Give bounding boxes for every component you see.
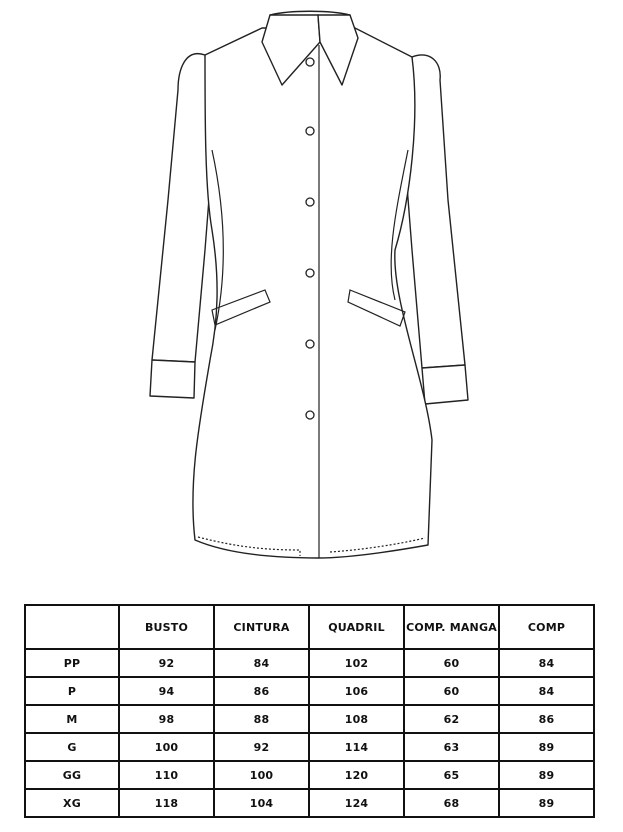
table-cell: 60 [404,649,499,677]
table-cell: 98 [119,705,214,733]
table-cell: 68 [404,789,499,817]
size-label: P [25,677,119,705]
table-row [25,705,594,733]
table-cell: 110 [119,761,214,789]
table-cell: 120 [309,761,404,789]
table-cell: 102 [309,649,404,677]
table-cell: 84 [499,677,594,705]
table-row [25,649,594,677]
table-cell: 84 [499,649,594,677]
button [306,58,314,66]
table-cell: 106 [309,677,404,705]
table-cell: 84 [214,649,309,677]
size-label: GG [25,761,119,789]
table-cell: 124 [309,789,404,817]
size-label: M [25,705,119,733]
table-row [25,677,594,705]
button [306,411,314,419]
header-comp: COMP [499,605,594,649]
table-cell: 114 [309,733,404,761]
table-cell: 92 [119,649,214,677]
table-cell: 94 [119,677,214,705]
table-cell: 62 [404,705,499,733]
right-cuff [422,365,468,404]
button [306,127,314,135]
table-cell: 86 [499,705,594,733]
table-cell: 89 [499,761,594,789]
table-cell: 92 [214,733,309,761]
table-cell: 65 [404,761,499,789]
header-busto: BUSTO [119,605,214,649]
table-header-row [25,605,594,649]
table-row [25,733,594,761]
table-row [25,761,594,789]
table-cell: 118 [119,789,214,817]
table-cell: 89 [499,733,594,761]
table-row [25,789,594,817]
header-cintura: CINTURA [214,605,309,649]
table-cell: 100 [214,761,309,789]
header-corner [25,605,119,649]
table-cell: 89 [499,789,594,817]
table-cell: 100 [119,733,214,761]
dress-body [193,28,432,558]
size-label: PP [25,649,119,677]
table-cell: 104 [214,789,309,817]
table-cell: 63 [404,733,499,761]
table-cell: 60 [404,677,499,705]
button [306,340,314,348]
header-quadril: QUADRIL [309,605,404,649]
button [306,198,314,206]
size-label: G [25,733,119,761]
table-cell: 86 [214,677,309,705]
header-comp-manga: COMP. MANGA [404,605,499,649]
size-chart-table [24,604,595,818]
size-label: XG [25,789,119,817]
button [306,269,314,277]
table-cell: 88 [214,705,309,733]
table-cell: 108 [309,705,404,733]
left-cuff [150,360,195,398]
left-sleeve [152,54,212,362]
